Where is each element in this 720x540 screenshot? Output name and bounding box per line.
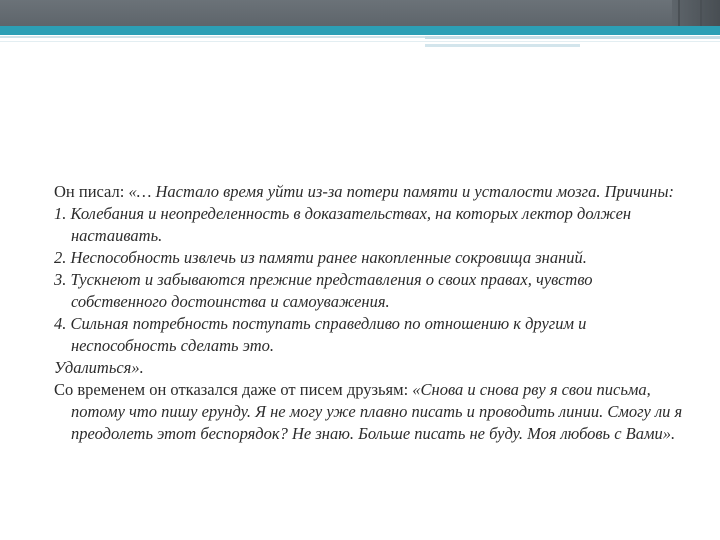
header-stripe — [678, 0, 680, 26]
header-stripe — [700, 0, 702, 26]
quote-line: Удалиться». — [54, 358, 144, 377]
quote-text: «Снова и снова рву я свои письма, потому что пишу ерунду. Я не могу уже плавно писать и проводить линии. Смогу ли я преодолеть этот беспорядок? Не знаю. Больше писать не буду. Моя любовь с Вами». — [71, 380, 683, 443]
quote-line: 2. Неспособность извлечь из памяти ранее накопленные сокровища знаний. — [54, 248, 587, 267]
paragraph-letter-quote — [54, 181, 684, 379]
quote-line: «… Настало время уйти из-за потери памяти и усталости мозга. Причины: — [128, 182, 674, 201]
quote-line: 1. Колебания и неопределенность в доказательствах, на которых лектор должен настаивать. — [54, 204, 632, 245]
quote-text — [54, 182, 684, 379]
paragraph-friends-letters — [54, 379, 684, 445]
paragraph-lead: Он писал: — [54, 182, 129, 201]
slide-text-body — [54, 181, 684, 445]
quote-line: 4. Сильная потребность поступать справедливо по отношению к другим и неспособность сделать это. — [54, 314, 587, 355]
paragraph-lead: Со временем он отказался даже от писем друзьям: — [54, 380, 413, 399]
header-dark-band — [0, 0, 720, 26]
header-thin-line — [425, 44, 580, 47]
header-thin-line — [0, 41, 720, 42]
quote-line: 3. Тускнеют и забываются прежние представления о своих правах, чувство собственного достоинства и самоуважения. — [54, 270, 593, 311]
slide-header-decoration — [0, 0, 720, 48]
header-teal-band — [0, 26, 720, 35]
header-thin-line — [425, 36, 720, 39]
